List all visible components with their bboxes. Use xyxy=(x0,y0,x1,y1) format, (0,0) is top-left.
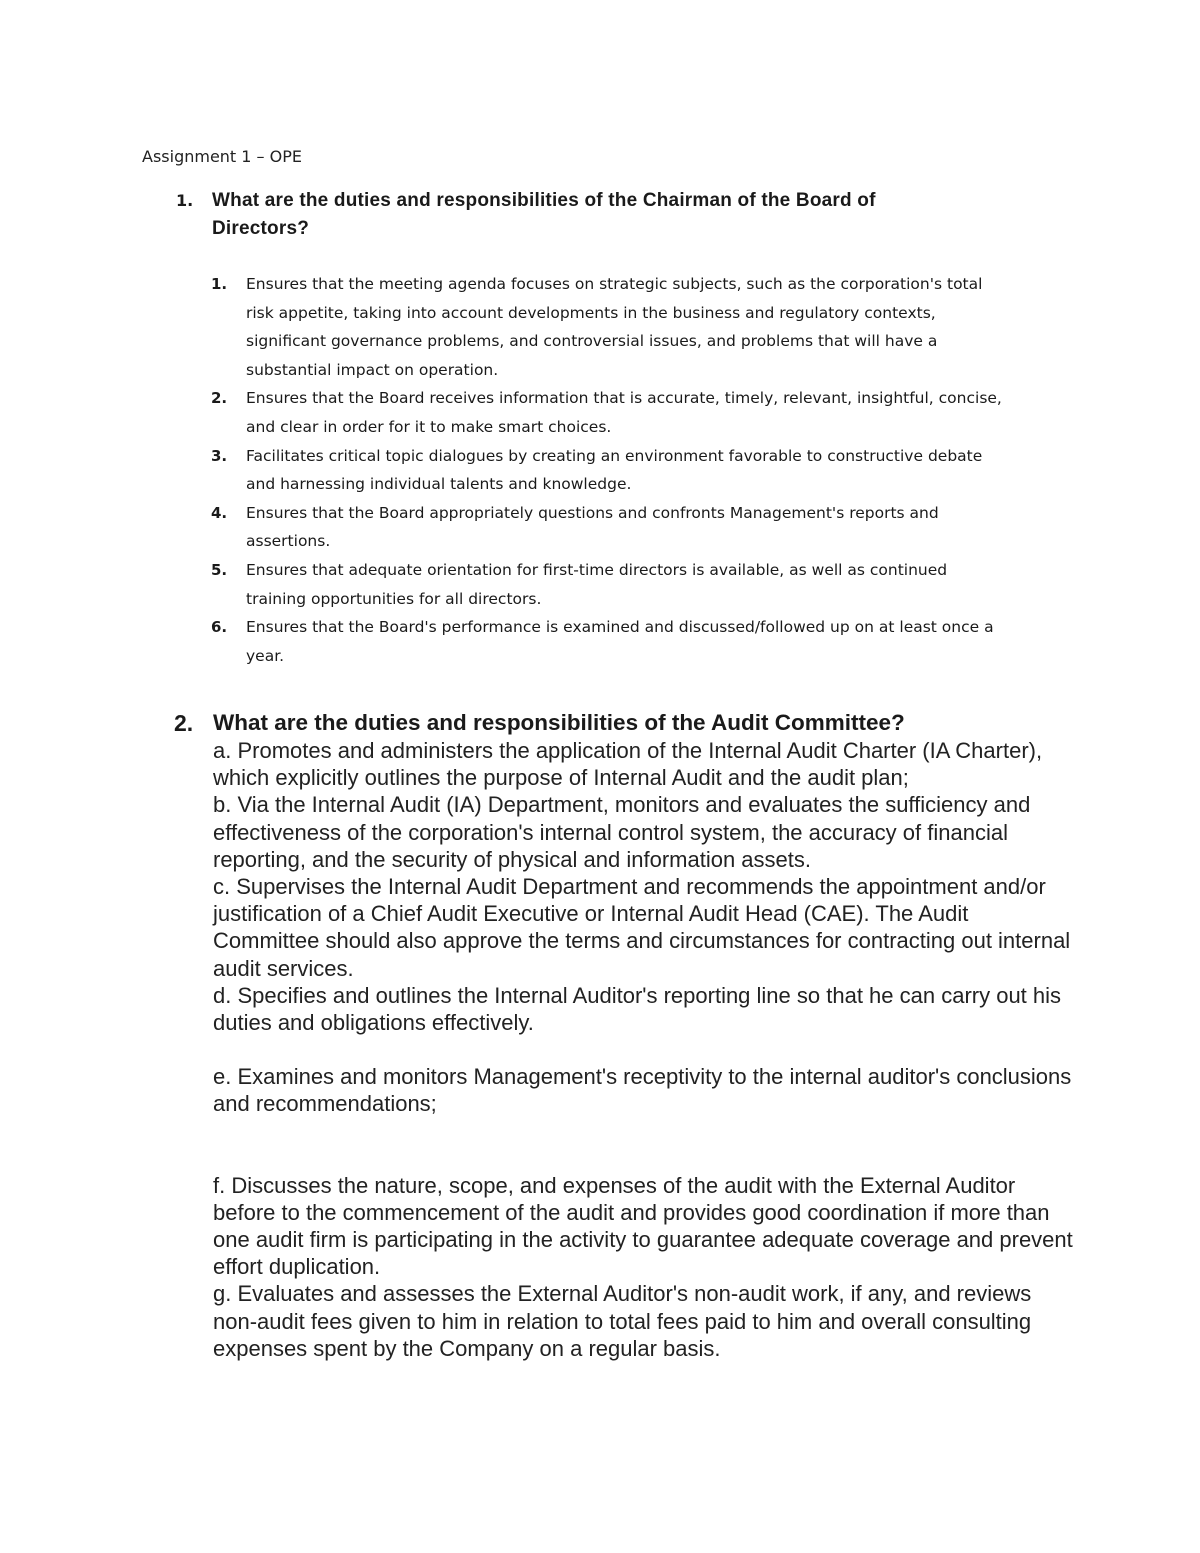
list-item-text: Ensures that the Board's performance is examined and discussed/followed up on at least once a year. xyxy=(246,618,994,665)
list-item xyxy=(212,270,1012,384)
question-1-number: 1. xyxy=(176,191,194,210)
list-item-text: Facilitates critical topic dialogues by creating an environment favorable to constructive debate and harnessing individual talents and knowledge. xyxy=(246,446,983,494)
list-item-number: 3. xyxy=(211,446,228,465)
list-item-text: Ensures that the meeting agenda focuses on strategic subjects, such as the corporation's total risk appetite, taking into account developments in the business and regulatory contexts, significant governance problems, and controversial issues, and problems that will have a substantial impact on operation. xyxy=(246,275,983,379)
list-item-text: Ensures that the Board appropriately questions and confronts Management's reports and assertions. xyxy=(246,503,939,551)
list-item xyxy=(212,384,1012,441)
list-item-number: 1. xyxy=(211,275,228,293)
list-item xyxy=(212,556,1012,613)
document-title: Assignment 1 – OPE xyxy=(142,147,302,166)
answer-item-f: f. Discusses the nature, scope, and expenses of the audit with the External Auditor before to the commencement of the audit and provides good coordination if more than one audit firm is participating in the activity to guarantee adequate coverage and prevent effort duplication. xyxy=(213,1172,1073,1280)
question-2-body xyxy=(213,709,1073,1362)
list-item xyxy=(212,442,1012,499)
question-1-heading: What are the duties and responsibilities of the Chairman of the Board of Directors? xyxy=(212,190,876,239)
list-item-number: 2. xyxy=(211,389,228,408)
list-item-number: 4. xyxy=(211,503,228,522)
question-2-heading: What are the duties and responsibilities of the Audit Committee? xyxy=(213,710,905,735)
list-item-number: 5. xyxy=(211,560,228,579)
question-2-number: 2. xyxy=(174,710,194,736)
question-1-answer-list xyxy=(212,270,1012,670)
answer-item-b: b. Via the Internal Audit (IA) Department, monitors and evaluates the sufficiency and effectiveness of the corporation's internal control system, the accuracy of financial reporting, and the security of physical and information assets. xyxy=(213,792,1031,872)
answer-item-d: d. Specifies and outlines the Internal Auditor's reporting line so that he can carry out his duties and obligations effectively. xyxy=(213,982,1062,1036)
answer-item-e: e. Examines and monitors Management's receptivity to the internal auditor's conclusions and recommendations; xyxy=(213,1064,1072,1117)
list-item-number: 6. xyxy=(211,618,228,637)
list-item-text: Ensures that adequate orientation for first-time directors is available, as well as continued training opportunities for all directors. xyxy=(246,560,948,608)
list-item xyxy=(212,499,1012,556)
list-item-text: Ensures that the Board receives information that is accurate, timely, relevant, insightful, concise, and clear in order for it to make smart choices. xyxy=(246,389,1002,436)
list-item xyxy=(212,613,1012,670)
answer-item-g: g. Evaluates and assesses the External Auditor's non-audit work, if any, and reviews non-audit fees given to him in relation to total fees paid to him and overall consulting expenses spent by the Company on a regular basis. xyxy=(213,1281,1032,1361)
answer-item-c: c. Supervises the Internal Audit Department and recommends the appointment and/or justification of a Chief Audit Executive or Internal Audit Head (CAE). The Audit Committee should also approve the terms and circumstances for contracting out internal audit services. xyxy=(213,874,1071,981)
answer-item-a: a. Promotes and administers the application of the Internal Audit Charter (IA Charter), which explicitly outlines the purpose of Internal Audit and the audit plan; xyxy=(213,738,1043,791)
